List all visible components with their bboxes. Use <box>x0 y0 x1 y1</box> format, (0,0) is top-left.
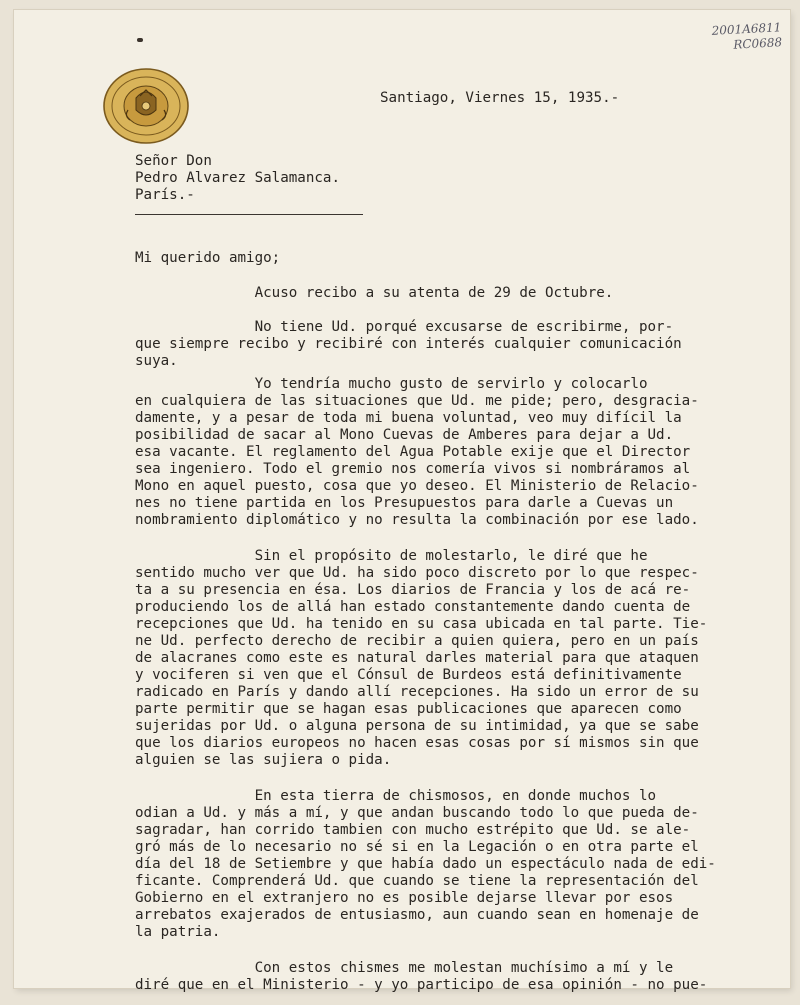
letter-greeting: Mi querido amigo; <box>135 250 281 266</box>
letter-line: sea ingeniero. Todo el gremio nos comería vivos si nombráramos al <box>135 461 691 477</box>
letter-line: Acuso recibo a su atenta de 29 de Octubre. <box>135 285 614 301</box>
letter-line: recepciones que Ud. ha tenido en su casa ubicada en tal parte. Tie- <box>135 616 708 632</box>
letter-line: arrebatos exajerados de entusiasmo, aun cuando sean en homenaje de <box>135 907 699 923</box>
address-underline <box>135 214 363 215</box>
letter-line: y vociferen si ven que el Cónsul de Burdeos está definitivamente <box>135 667 682 683</box>
letter-line: sujeridas por Ud. o alguna persona de su intimidad, ya que se sabe <box>135 718 699 734</box>
presidential-seal-icon <box>102 66 190 146</box>
ink-mark <box>137 38 143 42</box>
letter-line: diré que en el Ministerio - y yo participo de esa opinión - no pue- <box>135 977 708 993</box>
recipient-line: Pedro Alvarez Salamanca. <box>135 170 340 186</box>
recipient-address <box>135 153 340 204</box>
letter-sheet <box>14 10 790 993</box>
letter-line: parte permitir que se hagan esas publicaciones que aparecen como <box>135 701 682 717</box>
letter-line: día del 18 de Setiembre y que había dado un espectáculo nada de edi- <box>135 856 716 872</box>
recipient-line: París.- <box>135 187 195 203</box>
letter-line: Sin el propósito de molestarlo, le diré que he <box>135 548 648 564</box>
letter-line: la patria. <box>135 924 221 940</box>
letter-line: Yo tendría mucho gusto de servirlo y colocarlo <box>135 376 648 392</box>
letter-line: ta a su presencia en ésa. Los diarios de Francia y los de acá re- <box>135 582 691 598</box>
letter-line: damente, y a pesar de toda mi buena voluntad, veo muy difícil la <box>135 410 682 426</box>
letter-line: en cualquiera de las situaciones que Ud. me pide; pero, desgracia- <box>135 393 699 409</box>
archive-note-line: RC0688 <box>733 35 783 52</box>
archive-note-line: 2001A6811 <box>711 20 782 38</box>
letter-line: gró más de lo necesario no sé si en la Legación o en otra parte el <box>135 839 699 855</box>
letter-paragraph <box>135 548 785 769</box>
letter-line: ficante. Comprenderá Ud. que cuando se tiene la representación del <box>135 873 699 889</box>
letter-line: odian a Ud. y más a mí, y que andan buscando todo lo que pueda de- <box>135 805 699 821</box>
letter-line: Con estos chismes me molestan muchísimo a mí y le <box>135 960 674 976</box>
letter-paragraph <box>135 285 785 302</box>
letter-body <box>135 285 785 994</box>
letter-line: suya. <box>135 353 178 369</box>
letter-line: En esta tierra de chismosos, en donde muchos lo <box>135 788 657 804</box>
letter-date: Santiago, Viernes 15, 1935.- <box>380 90 620 106</box>
letter-paragraph <box>135 788 785 941</box>
letter-line: Gobierno en el extranjero no es posible dejarse llevar por esos <box>135 890 674 906</box>
letter-line: posibilidad de sacar al Mono Cuevas de Amberes para dejar a Ud. <box>135 427 674 443</box>
letter-line: produciendo los de allá han estado constantemente dando cuenta de <box>135 599 691 615</box>
letter-line: que siempre recibo y recibiré con interés cualquier comunicación <box>135 336 682 352</box>
letter-line: ne Ud. perfecto derecho de recibir a quien quiera, pero en un país <box>135 633 699 649</box>
recipient-line: Señor Don <box>135 153 212 169</box>
letter-line: sagradar, han corrido tambien con mucho estrépito que Ud. se ale- <box>135 822 691 838</box>
letter-line: sentido mucho ver que Ud. ha sido poco discreto por lo que respec- <box>135 565 699 581</box>
letter-line: Mono en aquel puesto, cosa que yo deseo. El Ministerio de Relacio- <box>135 478 699 494</box>
letter-line: nombramiento diplomático y no resulta la combinación por ese lado. <box>135 512 699 528</box>
letter-line: esa vacante. El reglamento del Agua Potable exije que el Director <box>135 444 691 460</box>
letter-line: alguien se las sujiera o pida. <box>135 752 392 768</box>
letter-paragraph <box>135 376 785 529</box>
letter-line: No tiene Ud. porqué excusarse de escribirme, por- <box>135 319 674 335</box>
letter-line: nes no tiene partida en los Presupuestos para darle a Cuevas un <box>135 495 674 511</box>
archive-handwritten-note <box>712 20 783 54</box>
letter-line: que los diarios europeos no hacen esas cosas por sí mismos sin que <box>135 735 699 751</box>
letter-paragraph <box>135 319 785 370</box>
letter-paragraph <box>135 960 785 994</box>
letter-line: radicado en París y dando allí recepciones. Ha sido un error de su <box>135 684 699 700</box>
letter-line: de alacranes como este es natural darles material para que ataquen <box>135 650 699 666</box>
